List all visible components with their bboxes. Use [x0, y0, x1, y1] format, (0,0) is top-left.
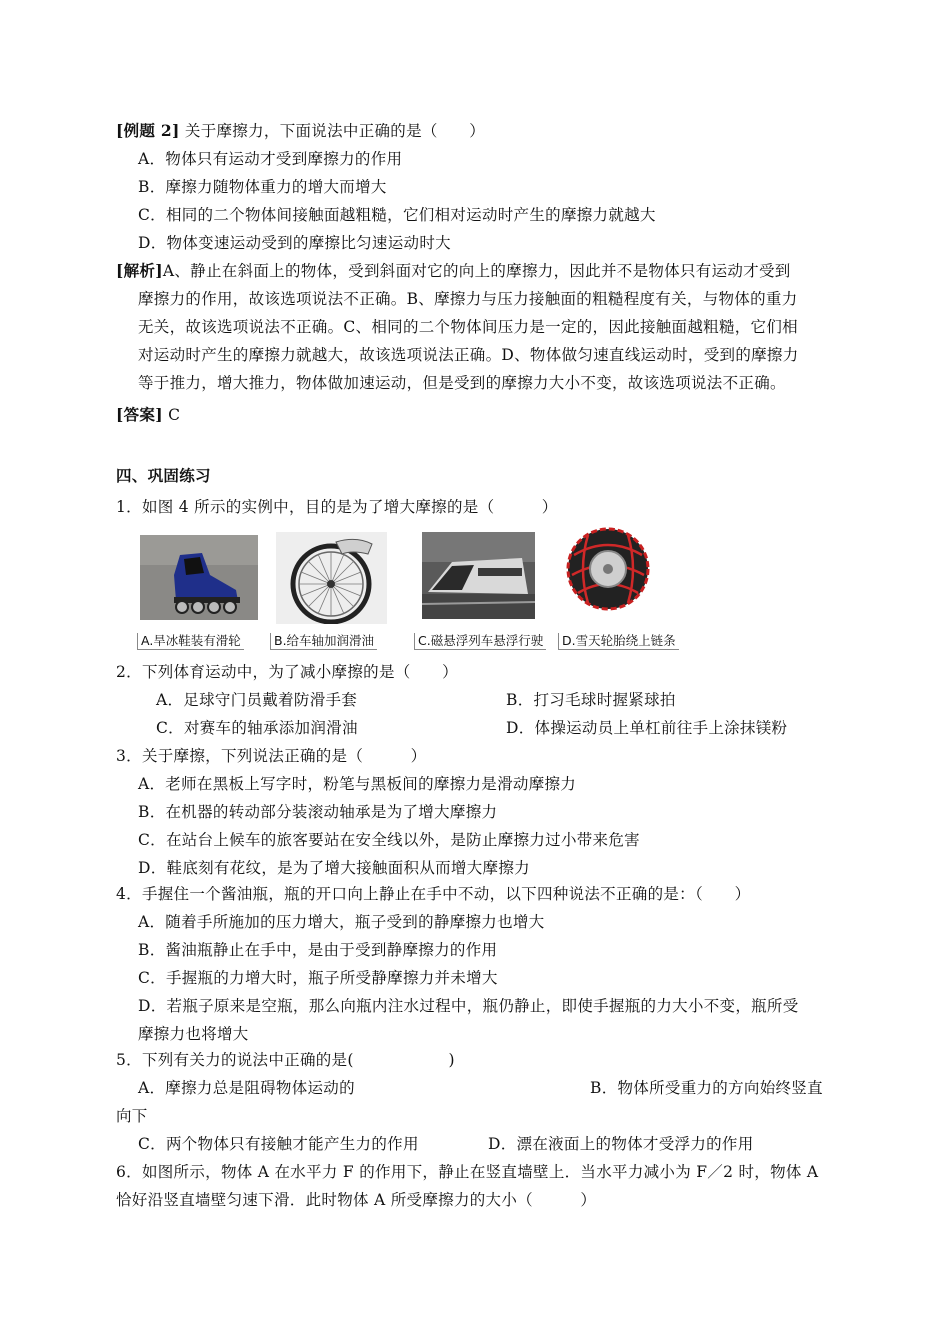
bicycle-wheel-image	[276, 532, 387, 624]
q3-option-b: B．在机器的转动部分装滚动轴承是为了增大摩擦力	[138, 803, 498, 821]
section-title: 四、巩固练习	[116, 466, 211, 485]
example-option-b: B．摩擦力随物体重力的增大而增大	[138, 178, 387, 196]
q2-option-b: B．打习毛球时握紧球拍	[506, 691, 676, 709]
q4-option-d: D．若瓶子原来是空瓶，那么向瓶内注水过程中，瓶仍静止，即使手握瓶的力大小不变，瓶所受	[138, 997, 799, 1015]
answer-line	[116, 405, 180, 425]
q6-line-2: 恰好沿竖直墙壁匀速下滑．此时物体 A 所受摩擦力的大小（ ）	[116, 1191, 597, 1209]
answer-label: [答案]	[116, 405, 163, 424]
analysis-line-2: 摩擦力的作用，故该选项说法不正确。B、摩擦力与压力接触面的粗糙程度有关，与物体的重力	[138, 290, 798, 308]
q1-caption-c: C.磁悬浮列车悬浮行驶	[414, 633, 546, 650]
analysis-line-4: 对运动时产生的摩擦力就越大，故该选项说法正确。D、物体做匀速直线运动时，受到的摩擦力	[138, 346, 799, 364]
example-option-a: A．物体只有运动才受到摩擦力的作用	[138, 150, 403, 168]
maglev-train-image	[422, 532, 535, 619]
answer-value: C	[168, 406, 181, 424]
q1-caption-b: B.给车轴加润滑油	[270, 633, 377, 650]
q4-option-a: A．随着手所施加的压力增大，瓶子受到的静摩擦力也增大	[138, 913, 545, 931]
q2-option-d: D．体操运动员上单杠前往手上涂抹镁粉	[506, 719, 788, 737]
q2-option-c: C．对赛车的轴承添加润滑油	[156, 719, 358, 737]
example-stem-line	[116, 121, 485, 141]
q4-option-b: B．酱油瓶静止在手中，是由于受到静摩擦力的作用	[138, 941, 498, 959]
q3-option-c: C．在站台上候车的旅客要站在安全线以外，是防止摩擦力过小带来危害	[138, 831, 640, 849]
q5-stem: 5．下列有关力的说法中正确的是( )	[116, 1051, 455, 1069]
analysis-label: [解析]	[116, 261, 163, 280]
q1-caption-a: A.旱冰鞋装有滑轮	[137, 633, 244, 650]
q3-stem: 3．关于摩擦，下列说法正确的是（ ）	[116, 747, 427, 765]
example-label: [例题 2]	[116, 121, 180, 140]
q3-option-d: D．鞋底刻有花纹，是为了增大接触面积从而增大摩擦力	[138, 859, 530, 877]
q4-option-c: C．手握瓶的力增大时，瓶子所受静摩擦力并未增大	[138, 969, 498, 987]
analysis-line-1: [解析]A、静止在斜面上的物体，受到斜面对它的向上的摩擦力，因此并不是物体只有运动才受到	[116, 261, 791, 280]
q1-caption-d: D.雪天轮胎绕上链条	[558, 633, 679, 650]
example-option-c: C．相同的二个物体间接触面越粗糙，它们相对运动时产生的摩擦力就越大	[138, 206, 656, 224]
q6-line-1: 6．如图所示，物体 A 在水平力 F 的作用下，静止在竖直墙壁上．当水平力减小为 F／2 时，物体 A	[116, 1163, 819, 1181]
q5-option-a: A．摩擦力总是阻碍物体运动的	[138, 1079, 355, 1097]
q2-stem: 2．下列体育运动中，为了减小摩擦的是（ ）	[116, 663, 458, 681]
q4-stem: 4．手握住一个酱油瓶，瓶的开口向上静止在手中不动，以下四种说法不正确的是：（ ）	[116, 885, 751, 903]
q5-option-b: B．物体所受重力的方向始终竖直	[590, 1079, 823, 1097]
tire-chain-image	[564, 525, 652, 613]
example-option-d: D．物体变速运动受到的摩擦比匀速运动时大	[138, 234, 451, 252]
example-stem: 关于摩擦力，下面说法中正确的是（ ）	[184, 122, 486, 140]
q5-option-d: D．漂在液面上的物体才受浮力的作用	[488, 1135, 754, 1153]
q5-option-b-continued: 向下	[116, 1107, 148, 1125]
q5-option-c: C．两个物体只有接触才能产生力的作用	[138, 1135, 419, 1153]
q1-stem: 1．如图 4 所示的实例中，目的是为了增大摩擦的是（ ）	[116, 498, 558, 516]
analysis-line-5: 等于推力，增大推力，物体做加速运动，但是受到的摩擦力大小不变，故该选项说法不正确。	[138, 374, 786, 392]
q4-option-d-continued: 摩擦力也将增大	[138, 1025, 249, 1043]
analysis-line-3: 无关，故该选项说法不正确。C、相同的二个物体间压力是一定的，因此接触面越粗糙，它们相	[138, 318, 798, 336]
q2-option-a: A．足球守门员戴着防滑手套	[156, 691, 358, 709]
skate-image	[140, 535, 258, 620]
q3-option-a: A．老师在黑板上写字时，粉笔与黑板间的摩擦力是滑动摩擦力	[138, 775, 577, 793]
